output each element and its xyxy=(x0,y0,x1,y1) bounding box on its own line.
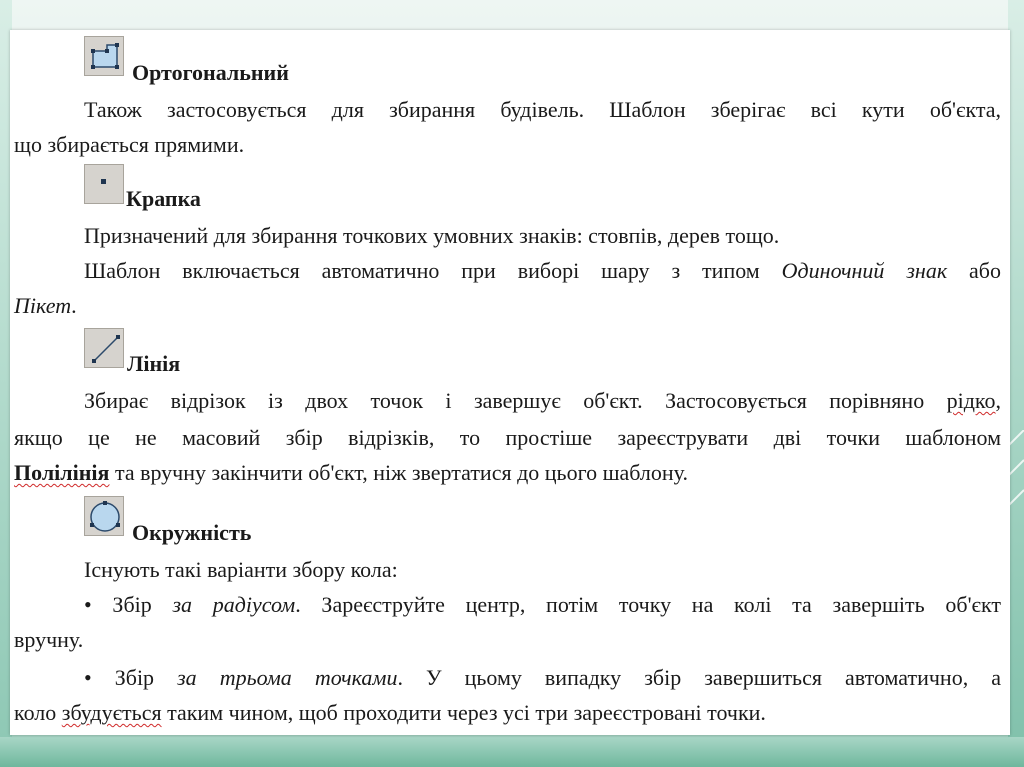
slide-frame-bottom xyxy=(0,737,1024,767)
line-desc-line-3 xyxy=(14,460,688,486)
point-desc-line-3 xyxy=(14,293,77,319)
document-content xyxy=(10,30,1010,735)
circle-bullet-2-text-b: . У цьому випадку збір завершиться автоматично, а xyxy=(397,665,1001,690)
circle-bullet-2-text-d: таким чином, щоб проходити через усі три зареєстровані точки. xyxy=(167,700,766,725)
circle-bullet-1-italic: за радіусом xyxy=(172,592,296,617)
circle-template-icon xyxy=(84,496,124,536)
circle-bullet-1-text-a: • Збір xyxy=(84,592,152,617)
point-desc-line-1: Призначений для збирання точкових умовних знаків: стовпів, дерев тощо. xyxy=(84,223,780,248)
point-desc-text-b: або xyxy=(969,258,1002,283)
line-desc-bold-polyline: Полілінія xyxy=(14,460,110,485)
point-template-icon xyxy=(84,164,124,204)
document-page xyxy=(10,30,1010,735)
section-title-point: Крапка xyxy=(126,186,201,211)
section-title-line: Лінія xyxy=(127,351,181,376)
section-title-orthogonal: Ортогональний xyxy=(132,60,289,85)
circle-bullet-2-text-a: • Збір xyxy=(84,665,155,690)
line-desc-text-a: Збирає відрізок із двох точок і завершує об'єкт. Застосовується порівняно xyxy=(84,388,925,413)
orthogonal-template-icon xyxy=(84,36,124,76)
line-template-icon xyxy=(84,328,124,368)
circle-bullet-1-text-b: . Зареєструйте центр, потім точку на колі та завершіть об'єкт xyxy=(295,592,1002,617)
circle-intro: Існують такі варіанти збору кола: xyxy=(84,557,398,582)
orthogonal-desc-text-1: Також застосовується для збирання будівель. Шаблон зберігає всі кути об'єкта, xyxy=(84,97,1001,122)
circle-bullet-2-line-2 xyxy=(14,700,766,726)
circle-bullet-2-text-c: коло xyxy=(14,700,57,725)
line-desc-line-1 xyxy=(14,388,1001,414)
orthogonal-desc-line-2: що збирається прямими. xyxy=(14,132,245,157)
orthogonal-desc-line-1 xyxy=(14,97,1001,123)
circle-bullet-2-line-1 xyxy=(14,665,1001,691)
line-desc-spellcheck-word: рідко xyxy=(946,388,996,413)
circle-bullet-1-line-2: вручну. xyxy=(14,627,84,652)
circle-bullet-2-italic: за трьома точками xyxy=(177,665,398,690)
point-desc-italic-single-sign: Одиночний знак xyxy=(781,258,948,283)
slide-frame-right xyxy=(1008,0,1024,767)
section-title-circle: Окружність xyxy=(132,520,252,545)
circle-bullet-1-line-1 xyxy=(14,592,1001,618)
line-desc-comma: , xyxy=(995,388,1001,413)
line-desc-text-rest: та вручну закінчити об'єкт, ніж звертатися до цього шаблону. xyxy=(114,460,688,485)
point-desc-line-2 xyxy=(14,258,1001,284)
circle-bullet-2-spellcheck-word: збудується xyxy=(61,700,162,725)
point-desc-italic-picket: Пікет xyxy=(14,293,72,318)
point-desc-period: . xyxy=(71,293,77,318)
line-desc-line-2: якщо це не масовий збір відрізків, то простіше зареєструвати дві точки шаблоном xyxy=(14,425,1001,450)
point-desc-text-a: Шаблон включається автоматично при виборі шару з типом xyxy=(84,258,760,283)
